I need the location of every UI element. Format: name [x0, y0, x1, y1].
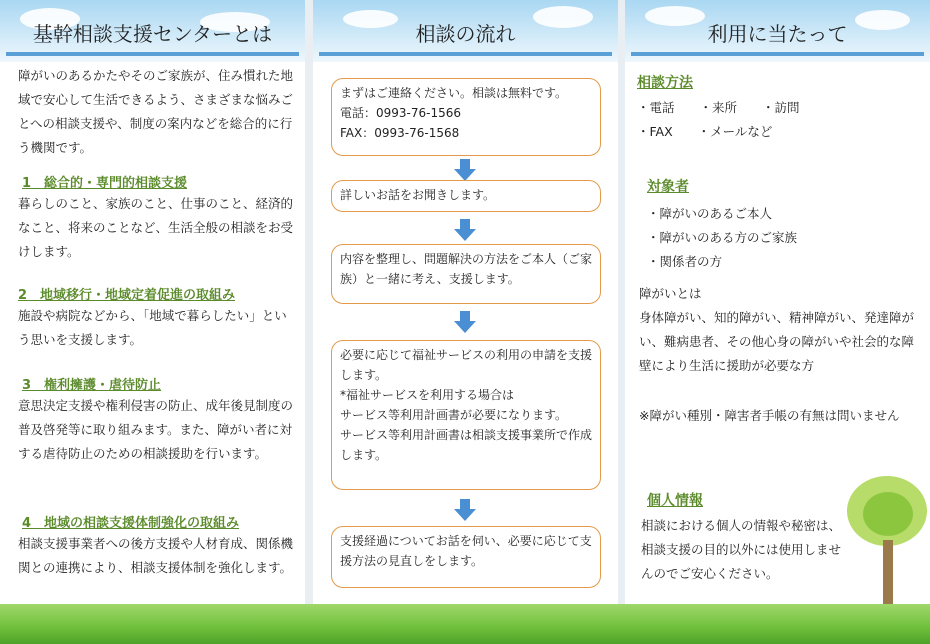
arrow-down-icon	[453, 158, 477, 182]
privacy-body: 相談における個人の情報や秘密は、相談支援の目的以外には使用しませんのでご安心ください。	[641, 518, 842, 581]
flow-step-plan-text: 内容を整理し、問題解決の方法をご本人（ご家族）と一緒に考え、支援します。	[340, 252, 593, 286]
intro-text: 障がいのあるかたやそのご家族が、住み慣れた地域で安心して生活できるよう、さまざまな悩みごとへの相談支援や、制度の案内などを総合的に行う機関です。	[18, 68, 294, 155]
section-heading-1: 1 総合的・専門的相談支援	[22, 176, 188, 191]
title-underline	[6, 52, 299, 56]
arrow-down-icon	[453, 218, 477, 242]
disability-note: ※障がい種別・障害者手帳の有無は問いません	[639, 408, 900, 423]
flow-step-service	[331, 340, 601, 490]
flow-step-review-text: 支援経過についてお話を伺い、必要に応じて支援方法の見直しをします。	[340, 534, 592, 568]
disability-title: 障がいとは	[639, 286, 702, 301]
section-heading-4: 4 地域の相談支援体制強化の取組み	[22, 516, 240, 531]
section-body-3: 意思決定支援や権利侵害の防止、成年後見制度の普及啓発等に取り組みます。また、障がい者に対する虐待防止のための相談援助を行います。	[18, 398, 294, 461]
flow-step-interview-text: 詳しいお話をお聞きします。	[340, 188, 496, 202]
section-body-1: 暮らしのこと、家族のこと、仕事のこと、経済的なこと、将来のことなど、生活全般の相談をお受けします。	[18, 196, 294, 259]
title-underline	[631, 52, 924, 56]
disability-body: 身体障がい、知的障がい、精神障がい、発達障がい、難病患者、その他心身の障がいや社会的な障壁により生活に援助が必要な方	[639, 310, 915, 373]
flow-step-contact	[331, 78, 601, 156]
flow-step-review	[331, 526, 601, 588]
arrow-down-icon	[453, 310, 477, 334]
target-item: ・障がいのあるご本人	[647, 206, 773, 221]
flow-step-service-text: 必要に応じて福祉サービスの利用の申請を支援します。	[340, 348, 593, 382]
panel-title-about: 基幹相談支援センターとは	[32, 22, 273, 46]
panel-divider	[618, 0, 625, 604]
method-row-1: ・電話 ・来所 ・訪問	[637, 100, 800, 115]
panel-usage	[625, 0, 930, 604]
target-item: ・障がいのある方のご家族	[647, 230, 798, 245]
panel-flow	[313, 0, 618, 604]
service-note-creator: サービス等利用計画書は相談支援事業所で作成します。	[340, 428, 593, 462]
panel-title-flow: 相談の流れ	[415, 22, 516, 46]
method-heading: 相談方法	[637, 75, 693, 91]
target-item: ・関係者の方	[647, 254, 723, 269]
grass-footer	[0, 604, 930, 644]
service-note-requirement: サービス等利用計画書が必要になります。	[340, 408, 568, 422]
section-body-4: 相談支援事業者への後方支援や人材育成、関係機関との連携により、相談支援体制を強化します。	[18, 536, 294, 575]
flow-step-plan	[331, 244, 601, 304]
flow-step-interview	[331, 180, 601, 212]
panel-about	[0, 0, 305, 604]
section-heading-3: 3 権利擁護・虐待防止	[22, 378, 162, 393]
section-heading-2: 2 地域移行・地域定着促進の取組み	[18, 288, 236, 303]
panel-title-usage: 利用に当たって	[707, 22, 848, 46]
panel-divider	[305, 0, 313, 604]
section-body-2: 施設や病院などから、「地域で暮らしたい」という思いを支援します。	[18, 308, 287, 347]
phone-number: 電話：0993-76-1566	[340, 106, 462, 120]
method-row-2: ・FAX ・メールなど	[637, 124, 773, 139]
privacy-heading: 個人情報	[647, 493, 703, 509]
fax-number: FAX：0993-76-1568	[340, 126, 460, 140]
flow-step-contact-text: まずはご連絡ください。相談は無料です。	[340, 86, 568, 100]
service-note-label: *福祉サービスを利用する場合は	[340, 388, 515, 402]
target-heading: 対象者	[647, 179, 689, 195]
arrow-down-icon	[453, 498, 477, 522]
title-underline	[319, 52, 612, 56]
